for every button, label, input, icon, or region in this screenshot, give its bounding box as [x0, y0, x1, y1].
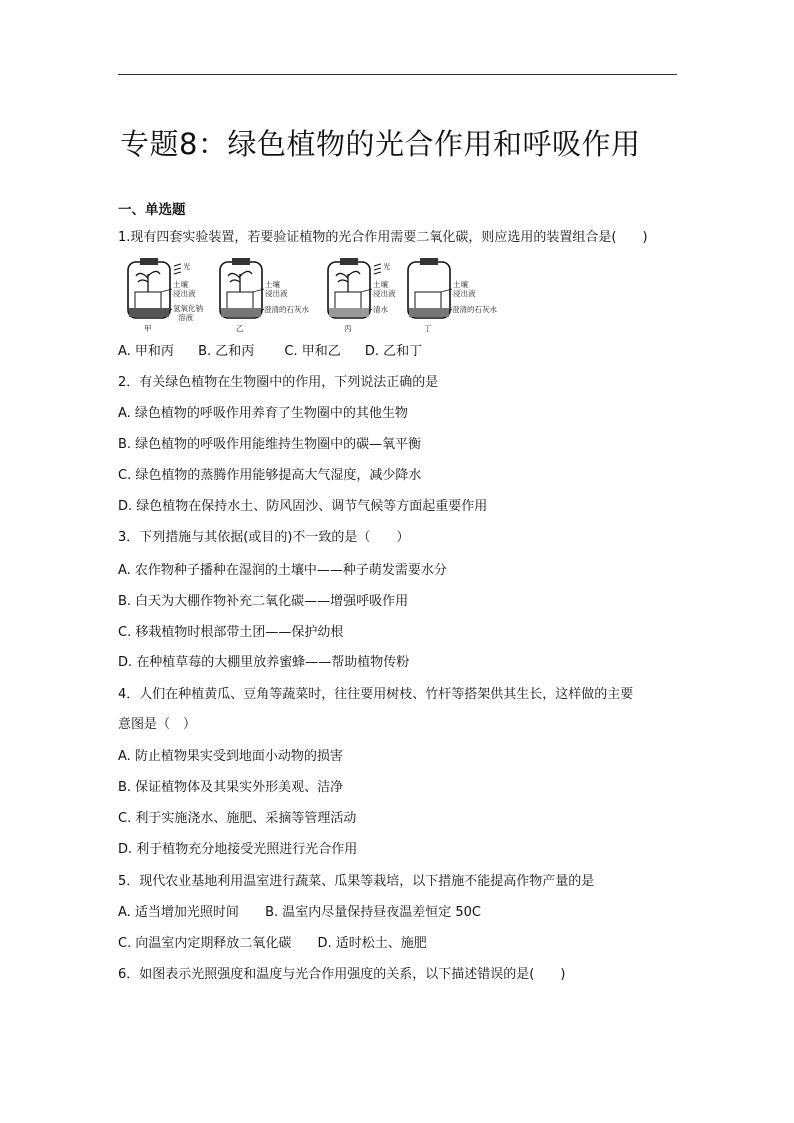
question-3-stem: 3．下列措施与其依据(或目的)不一致的是（ ） — [118, 530, 410, 545]
extract-label-2: 浸出液 — [265, 289, 288, 298]
question-5-options-row1 — [118, 904, 481, 922]
naoh-label-1: 氢氧化钠 — [173, 304, 203, 313]
section-heading: 一、单选题 — [118, 202, 186, 218]
question-1-options — [118, 343, 422, 361]
q2-option-a[interactable]: A. 绿色植物的呼吸作用养育了生物圈中的其他生物 — [118, 406, 408, 421]
q2-option-c[interactable]: C. 绿色植物的蒸腾作用能够提高大气湿度，减少降水 — [118, 468, 422, 483]
question-1-stem: 1.现有四套实验装置，若要验证植物的光合作用需要二氧化碳，则应选用的装置组合是( ) — [118, 230, 648, 245]
extract-label-3: 浸出液 — [373, 289, 396, 298]
jar-yi — [220, 258, 262, 318]
question-6-stem: 6．如图表示光照强度和温度与光合作用强度的关系，以下描述错误的是( ) — [118, 967, 566, 982]
q1-option-c[interactable]: C. 甲和乙 — [284, 344, 341, 359]
limewater-label-2: 澄清的石灰水 — [264, 305, 309, 314]
q4-option-d[interactable]: D. 利于植物充分地接受光照进行光合作用 — [118, 842, 358, 857]
q4-option-a[interactable]: A. 防止植物果实受到地面小动物的损害 — [118, 749, 343, 764]
jar-ding — [408, 258, 450, 318]
page-title: 专题8：绿色植物的光合作用和呼吸作用 — [120, 127, 641, 161]
q1-option-b[interactable]: B. 乙和丙 — [198, 344, 255, 359]
extract-label-1: 浸出液 — [173, 289, 196, 298]
question-4-stem-line2: 意图是（ ） — [118, 717, 197, 732]
q2-option-d[interactable]: D. 绿色植物在保持水土、防风固沙、调节气候等方面起重要作用 — [118, 499, 488, 514]
jar-label-bing: 丙 — [344, 324, 352, 333]
experiment-apparatus-figure — [118, 256, 510, 334]
q5-option-d[interactable]: D. 适时松土、施肥 — [317, 936, 427, 951]
question-5-options-row2 — [118, 935, 427, 953]
light-label-1: 光 — [183, 262, 191, 271]
soil-label-4: 土壤 — [453, 280, 468, 289]
q3-option-c[interactable]: C. 移栽植物时根部带土团——保护幼根 — [118, 625, 344, 640]
light-label-3: 光 — [383, 262, 391, 271]
soil-label-3: 土壤 — [373, 280, 388, 289]
q5-option-b[interactable]: B. 温室内尽量保持昼夜温差恒定 50C — [265, 905, 482, 920]
jar-label-yi: 乙 — [236, 324, 244, 333]
q5-option-c[interactable]: C. 向温室内定期释放二氧化碳 — [118, 936, 292, 951]
q1-option-a[interactable]: A. 甲和丙 — [118, 344, 174, 359]
soil-label-2: 土壤 — [265, 280, 280, 289]
q1-option-d[interactable]: D. 乙和丁 — [364, 344, 423, 359]
q5-option-a[interactable]: A. 适当增加光照时间 — [118, 905, 239, 920]
q3-option-a[interactable]: A. 农作物种子播种在湿润的土壤中——种子萌发需要水分 — [118, 563, 447, 578]
q4-option-c[interactable]: C. 利于实施浇水、施肥、采摘等管理活动 — [118, 811, 357, 826]
limewater-label-4: 澄清的石灰水 — [452, 305, 497, 314]
naoh-label-2: 溶液 — [178, 313, 193, 322]
q2-option-b[interactable]: B. 绿色植物的呼吸作用能维持生物圈中的碳—氧平衡 — [118, 437, 422, 452]
question-4-stem-line1: 4．人们在种植黄瓜、豆角等蔬菜时，往往要用树枝、竹杆等搭架供其生长，这样做的主要 — [118, 687, 634, 702]
header-rule — [118, 74, 677, 75]
q3-option-b[interactable]: B. 白天为大棚作物补充二氧化碳——增强呼吸作用 — [118, 594, 409, 609]
extract-label-4: 浸出液 — [453, 289, 476, 298]
question-5-stem: 5．现代农业基地利用温室进行蔬菜、瓜果等栽培，以下措施不能提高作物产量的是 — [118, 874, 595, 889]
jar-label-jia: 甲 — [144, 324, 152, 333]
soil-label-1: 土壤 — [173, 280, 188, 289]
q3-option-d[interactable]: D. 在种植草莓的大棚里放养蜜蜂——帮助植物传粉 — [118, 655, 410, 670]
jar-label-ding: 丁 — [424, 324, 432, 333]
question-2-stem: 2．有关绿色植物在生物圈中的作用，下列说法正确的是 — [118, 375, 439, 390]
q4-option-b[interactable]: B. 保证植物体及其果实外形美观、洁净 — [118, 780, 344, 795]
water-label-3: 清水 — [373, 305, 388, 314]
